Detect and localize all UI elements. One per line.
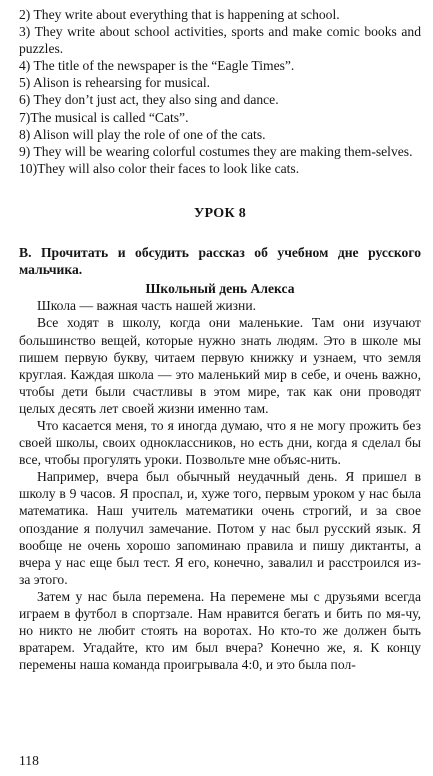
story-body <box>19 297 421 673</box>
list-item: 9) They will be wearing colorful costumes they are making them-selves. <box>19 143 413 159</box>
story-title: Школьный день Алекса <box>145 281 295 297</box>
list-item: 6) They don’t just act, they also sing and dance. <box>19 92 279 108</box>
list-item: 3) They write about school activities, sports and make comic books and puzzles. <box>19 24 421 57</box>
list-item: 8) Alison will play the role of one of the cats. <box>19 126 266 142</box>
list-item: 2) They write about everything that is happening at school. <box>19 7 340 22</box>
story-paragraph: Например, вчера был обычный неудачный день. Я пришел в школу в 9 часов. Я проспал, и, хуже того, первым уроком у нас была математика. Наш учитель математики очень строгий, и за свое опоздание я получил замечание. Потом у нас был русский язык. Я вообще не очень хорошо запоминаю правила и пишу диктанты, а вчера у нас еще был тест. Я его, конечно, завалил и расстроился из-за этого. <box>19 469 421 587</box>
story-paragraph: Затем у нас была перемена. На перемене мы с друзьями всегда играем в футбол в спортзале. Нам нравится бегать и бить по мя-чу, но никто не любит стоять на воротах. Но кто-то же должен быть вратарем. Угадайте, кто им был вчера? Конечно же, я. К концу перемены наша команда проигрывала 4:0, и это была пол- <box>19 588 421 673</box>
story-paragraph: Все ходят в школу, когда они маленькие. Там они изучают большинство вещей, которые нужно знать людям. Это в школе мы пишем первую букву, читаем первую книжку и узнаем, что земля круглая. Каждая школа — это маленький мир в себе, и очень важно, чтобы дети были счастливы в этом мире, так как они проводят целых десять лет своей жизни именно там. <box>19 315 421 416</box>
task-heading: В. Прочитать и обсудить рассказ об учебном дне русского мальчика. <box>19 245 421 278</box>
story-paragraph: Школа — важная часть нашей жизни. <box>37 298 256 314</box>
page-number: 118 <box>19 753 39 768</box>
story-paragraph: Что касается меня, то я иногда думаю, что я не могу прожить без своей школы, своих одноклассников, но есть дни, когда я сделал бы все, чтобы прогулять уроки. Позвольте мне объяс-нить. <box>19 417 421 468</box>
list-item: 10)They will also color their faces to look like cats. <box>19 160 300 176</box>
list-item: 7)The musical is called “Cats”. <box>19 109 189 125</box>
list-item: 5) Alison is rehearsing for musical. <box>19 75 211 91</box>
answer-list <box>19 6 421 177</box>
list-item: 4) The title of the newspaper is the “Eagle Times”. <box>19 58 295 74</box>
lesson-title: УРОК 8 <box>193 205 247 221</box>
